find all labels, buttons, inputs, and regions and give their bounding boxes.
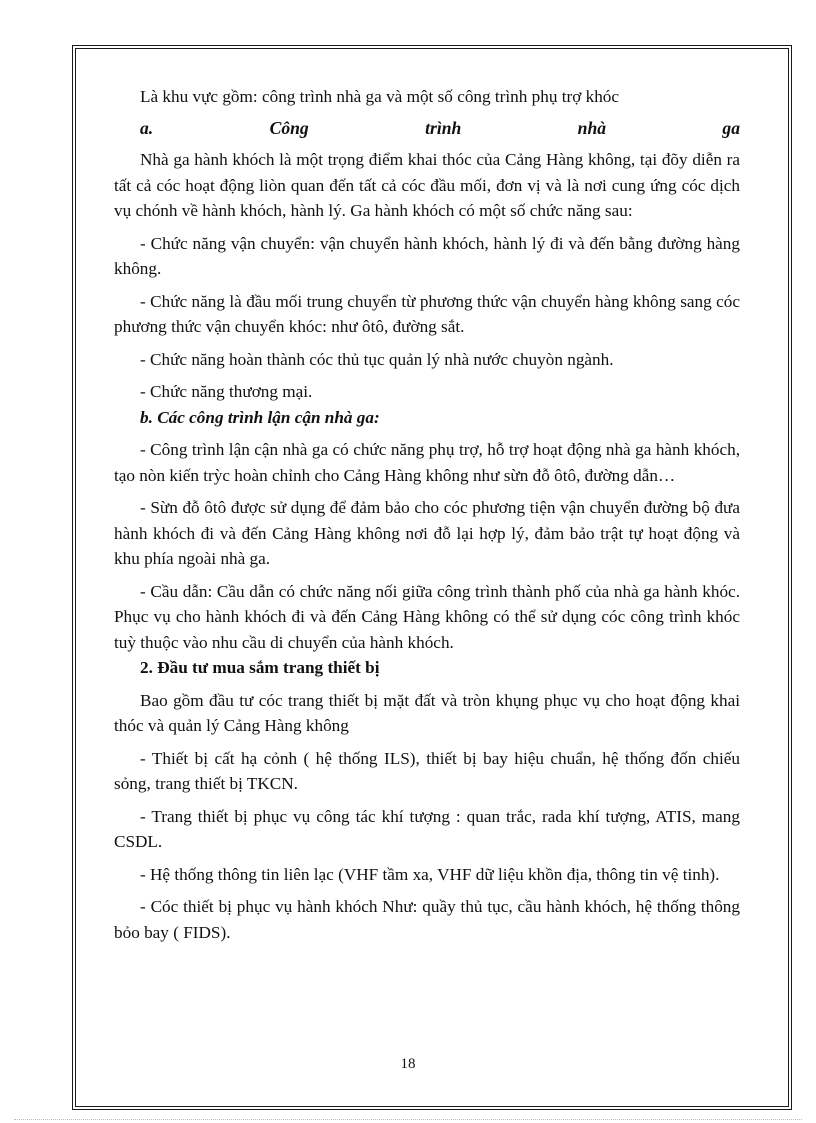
paragraph-communication-system: - Hệ thống thông tin liên lạc (VHF tầm xa, VHF dữ liệu khồn địa, thông tin vệ tinh). xyxy=(140,864,720,884)
paragraph-equipment-overview: Bao gồm đầu tư cóc trang thiết bị mặt đất và tròn khụng phục vụ cho hoạt động khai thóc và quản lý Cảng Hàng không xyxy=(114,690,740,735)
paragraph-weather-equipment: - Trang thiết bị phục vụ công tác khí tượng : quan trắc, rada khí tượng, ATIS, mang CSDL. xyxy=(114,806,740,851)
section-heading-2: 2. Đầu tư mua sắm trang thiết bị xyxy=(140,658,380,677)
paragraph-passenger-equipment: - Cóc thiết bị phục vụ hành khóch Như: quầy thủ tục, cầu hành khóch, hệ thống thông bỏo bay ( FIDS). xyxy=(114,897,740,942)
section-heading-a xyxy=(114,116,740,142)
paragraph-transport-function: - Chức năng vận chuyển: vận chuyển hành khóch, hành lý đi và đến bằng đường hàng không. xyxy=(114,233,740,278)
heading-a-word-2: trình xyxy=(425,117,462,138)
paragraph-adjacent-works: - Công trình lận cận nhà ga có chức năng phụ trợ, hỗ trợ hoạt động nhà ga hành khóch, tạo nòn kiến trỳc hoàn chỉnh cho Cảng Hàng không như sừn đỗ ôtô, đường dẫn… xyxy=(114,440,740,485)
paragraph-procedures-function: - Chức năng hoàn thành cóc thủ tục quản lý nhà nước chuyòn ngành. xyxy=(140,349,614,369)
paragraph-terminal-overview: Nhà ga hành khóch là một trọng điểm khai thóc của Cảng Hàng không, tại đõy diễn ra tất cả cóc hoạt động liòn quan đến tất cả cóc đầu mối, đơn vị và là nơi cung ứng cóc dịch vụ chónh về hành khóch, hành lý. Ga hành khóch có một số chức năng sau: xyxy=(114,150,740,220)
page-number: 18 xyxy=(400,1056,416,1072)
paragraph-commerce-function: - Chức năng thương mại. xyxy=(140,382,313,401)
heading-a-label: a. xyxy=(140,117,154,138)
heading-a-word-1: Công xyxy=(269,117,309,138)
heading-a-word-3: nhà xyxy=(577,117,607,138)
paragraph-parking-lot: - Sừn đỗ ôtô được sử dụng để đảm bảo cho cóc phương tiện vận chuyển đường bộ đưa hành khóch đi và đến Cảng Hàng không nơi đỗ lại hợp lý, đảm bảo trật tự hoạt động và khu phía ngoài nhà ga. xyxy=(114,498,740,568)
document-body xyxy=(114,84,740,945)
page-separator xyxy=(14,1119,802,1120)
paragraph-landing-equipment: - Thiết bị cất hạ cỏnh ( hệ thống ILS), thiết bị bay hiệu chuẩn, hệ thống đốn chiếu sỏng, trang thiết bị TKCN. xyxy=(114,748,740,793)
section-heading-b: b. Các công trình lận cận nhà ga: xyxy=(140,407,380,427)
paragraph-bridge: - Cầu dẫn: Cầu dẫn có chức năng nối giữa công trình thành phố của nhà ga hành khóc. Phục vụ cho hành khóch đi và đến Cảng Hàng không có thể sử dụng cóc công trình khóc tuỳ thuộc vào nhu cầu di chuyển của hành khóch. xyxy=(114,581,740,652)
intro-paragraph: Là khu vực gồm: công trình nhà ga và một số công trình phụ trợ khóc xyxy=(140,87,620,106)
heading-a-word-4: ga xyxy=(722,117,740,138)
paragraph-transfer-function: - Chức năng là đầu mối trung chuyển từ phương thức vận chuyển hàng không sang cóc phương thức vận chuyển khóc: như ôtô, đường sắt. xyxy=(114,291,740,336)
